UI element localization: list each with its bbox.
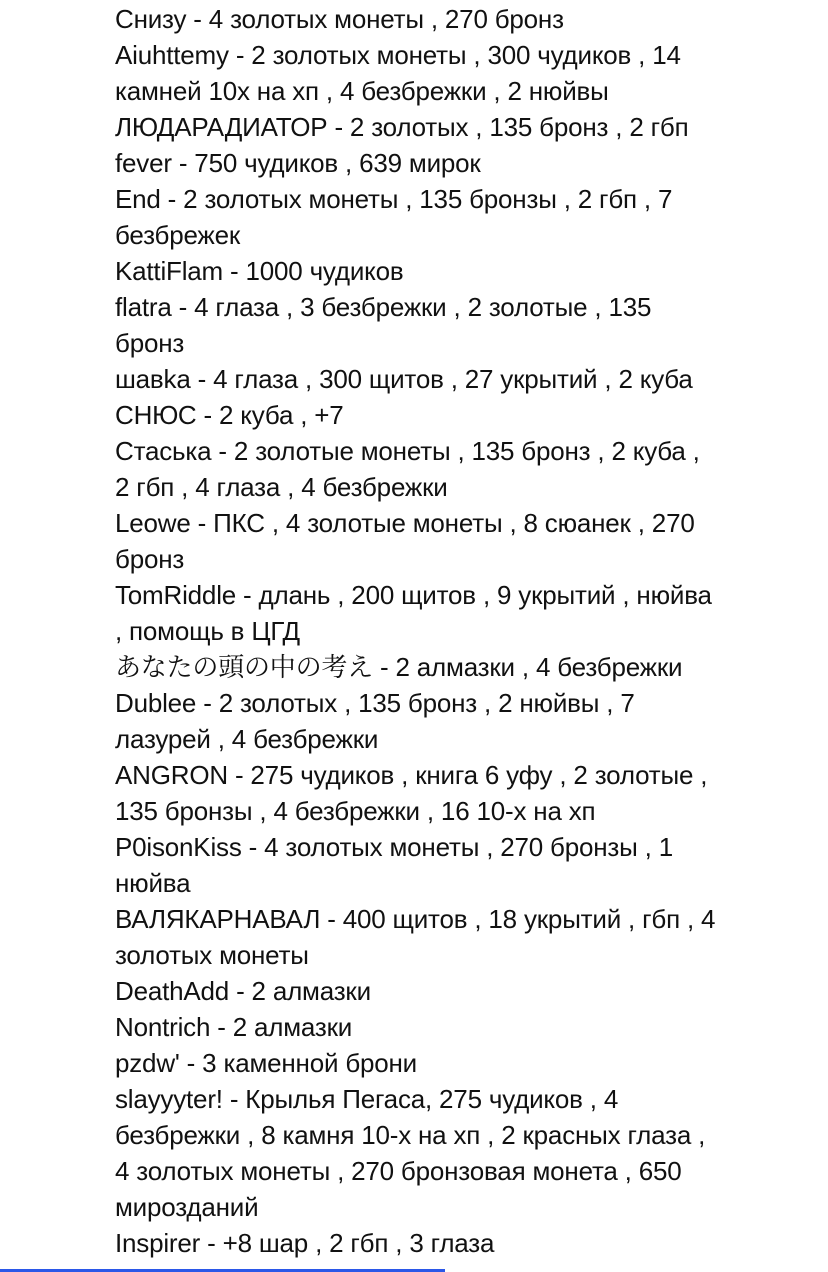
text-line: flatra - 4 глаза , 3 безбрежки , 2 золотые , 135 xyxy=(115,292,652,322)
text-line: P0isonKiss - 4 золотых монеты , 270 бронзы , 1 xyxy=(115,832,673,862)
text-line: KattiFlam - 1000 чудиков xyxy=(115,256,404,286)
text-line: ANGRON - 275 чудиков , книга 6 уфу , 2 золотые , xyxy=(115,760,708,790)
text-line: Снизу - 4 золотых монеты , 270 бронз xyxy=(115,4,564,34)
text-line: Стаська - 2 золотые монеты , 135 бронз , 2 куба , xyxy=(115,436,700,466)
text-line: безбрежек xyxy=(115,220,241,250)
text-line: мирозданий xyxy=(115,1192,259,1222)
text-line: pzdw' - 3 каменной брони xyxy=(115,1048,418,1078)
text-line: ЛЮДАРАДИАТОР - 2 золотых , 135 бронз , 2 гбп xyxy=(115,112,689,142)
text-line: Aiuhttemy - 2 золотых монеты , 300 чудиков , 14 xyxy=(115,40,681,70)
text-line: бронз xyxy=(115,328,185,358)
text-line: fever - 750 чудиков , 639 мирок xyxy=(115,148,481,178)
text-line: нюйва xyxy=(115,868,191,898)
text-line: あなたの頭の中の考え - 2 алмазки , 4 безбрежки xyxy=(115,652,683,682)
text-line: камней 10х на хп , 4 безбрежки , 2 нюйвы xyxy=(115,76,609,106)
text-line: безбрежки , 8 камня 10-х на хп , 2 красных глаза , xyxy=(115,1120,706,1150)
text-line: шавka - 4 глаза , 300 щитов , 27 укрытий , 2 куба xyxy=(115,364,693,394)
text-line: Nontrich - 2 алмазки xyxy=(115,1012,353,1042)
text-line: золотых монеты xyxy=(115,940,309,970)
text-line: 135 бронзы , 4 безбрежки , 16 10-х на хп xyxy=(115,796,596,826)
text-line: бронз xyxy=(115,544,185,574)
text-line: , помощь в ЦГД xyxy=(115,616,300,646)
text-document xyxy=(115,1,715,1261)
text-line: TomRiddle - длань , 200 щитов , 9 укрытий , нюйва xyxy=(115,580,712,610)
text-line: End - 2 золотых монеты , 135 бронзы , 2 гбп , 7 xyxy=(115,184,673,214)
text-line: СНЮС - 2 куба , +7 xyxy=(115,400,344,430)
text-line: 4 золотых монеты , 270 бронзовая монета , 650 xyxy=(115,1156,682,1186)
text-line: Dublee - 2 золотых , 135 бронз , 2 нюйвы , 7 xyxy=(115,688,635,718)
text-line: лазурей , 4 безбрежки xyxy=(115,724,379,754)
text-line: 2 гбп , 4 глаза , 4 безбрежки xyxy=(115,472,448,502)
text-line: Leowe - ПКС , 4 золотые монеты , 8 сюанек , 270 xyxy=(115,508,695,538)
text-line: slayyyter! - Крылья Пегаса, 275 чудиков , 4 xyxy=(115,1084,619,1114)
text-line: ВАЛЯКАРНАВАЛ - 400 щитов , 18 укрытий , гбп , 4 xyxy=(115,904,716,934)
text-line: DeathAdd - 2 алмазки xyxy=(115,976,371,1006)
text-line: Inspirer - +8 шар , 2 гбп , 3 глаза xyxy=(115,1228,495,1258)
